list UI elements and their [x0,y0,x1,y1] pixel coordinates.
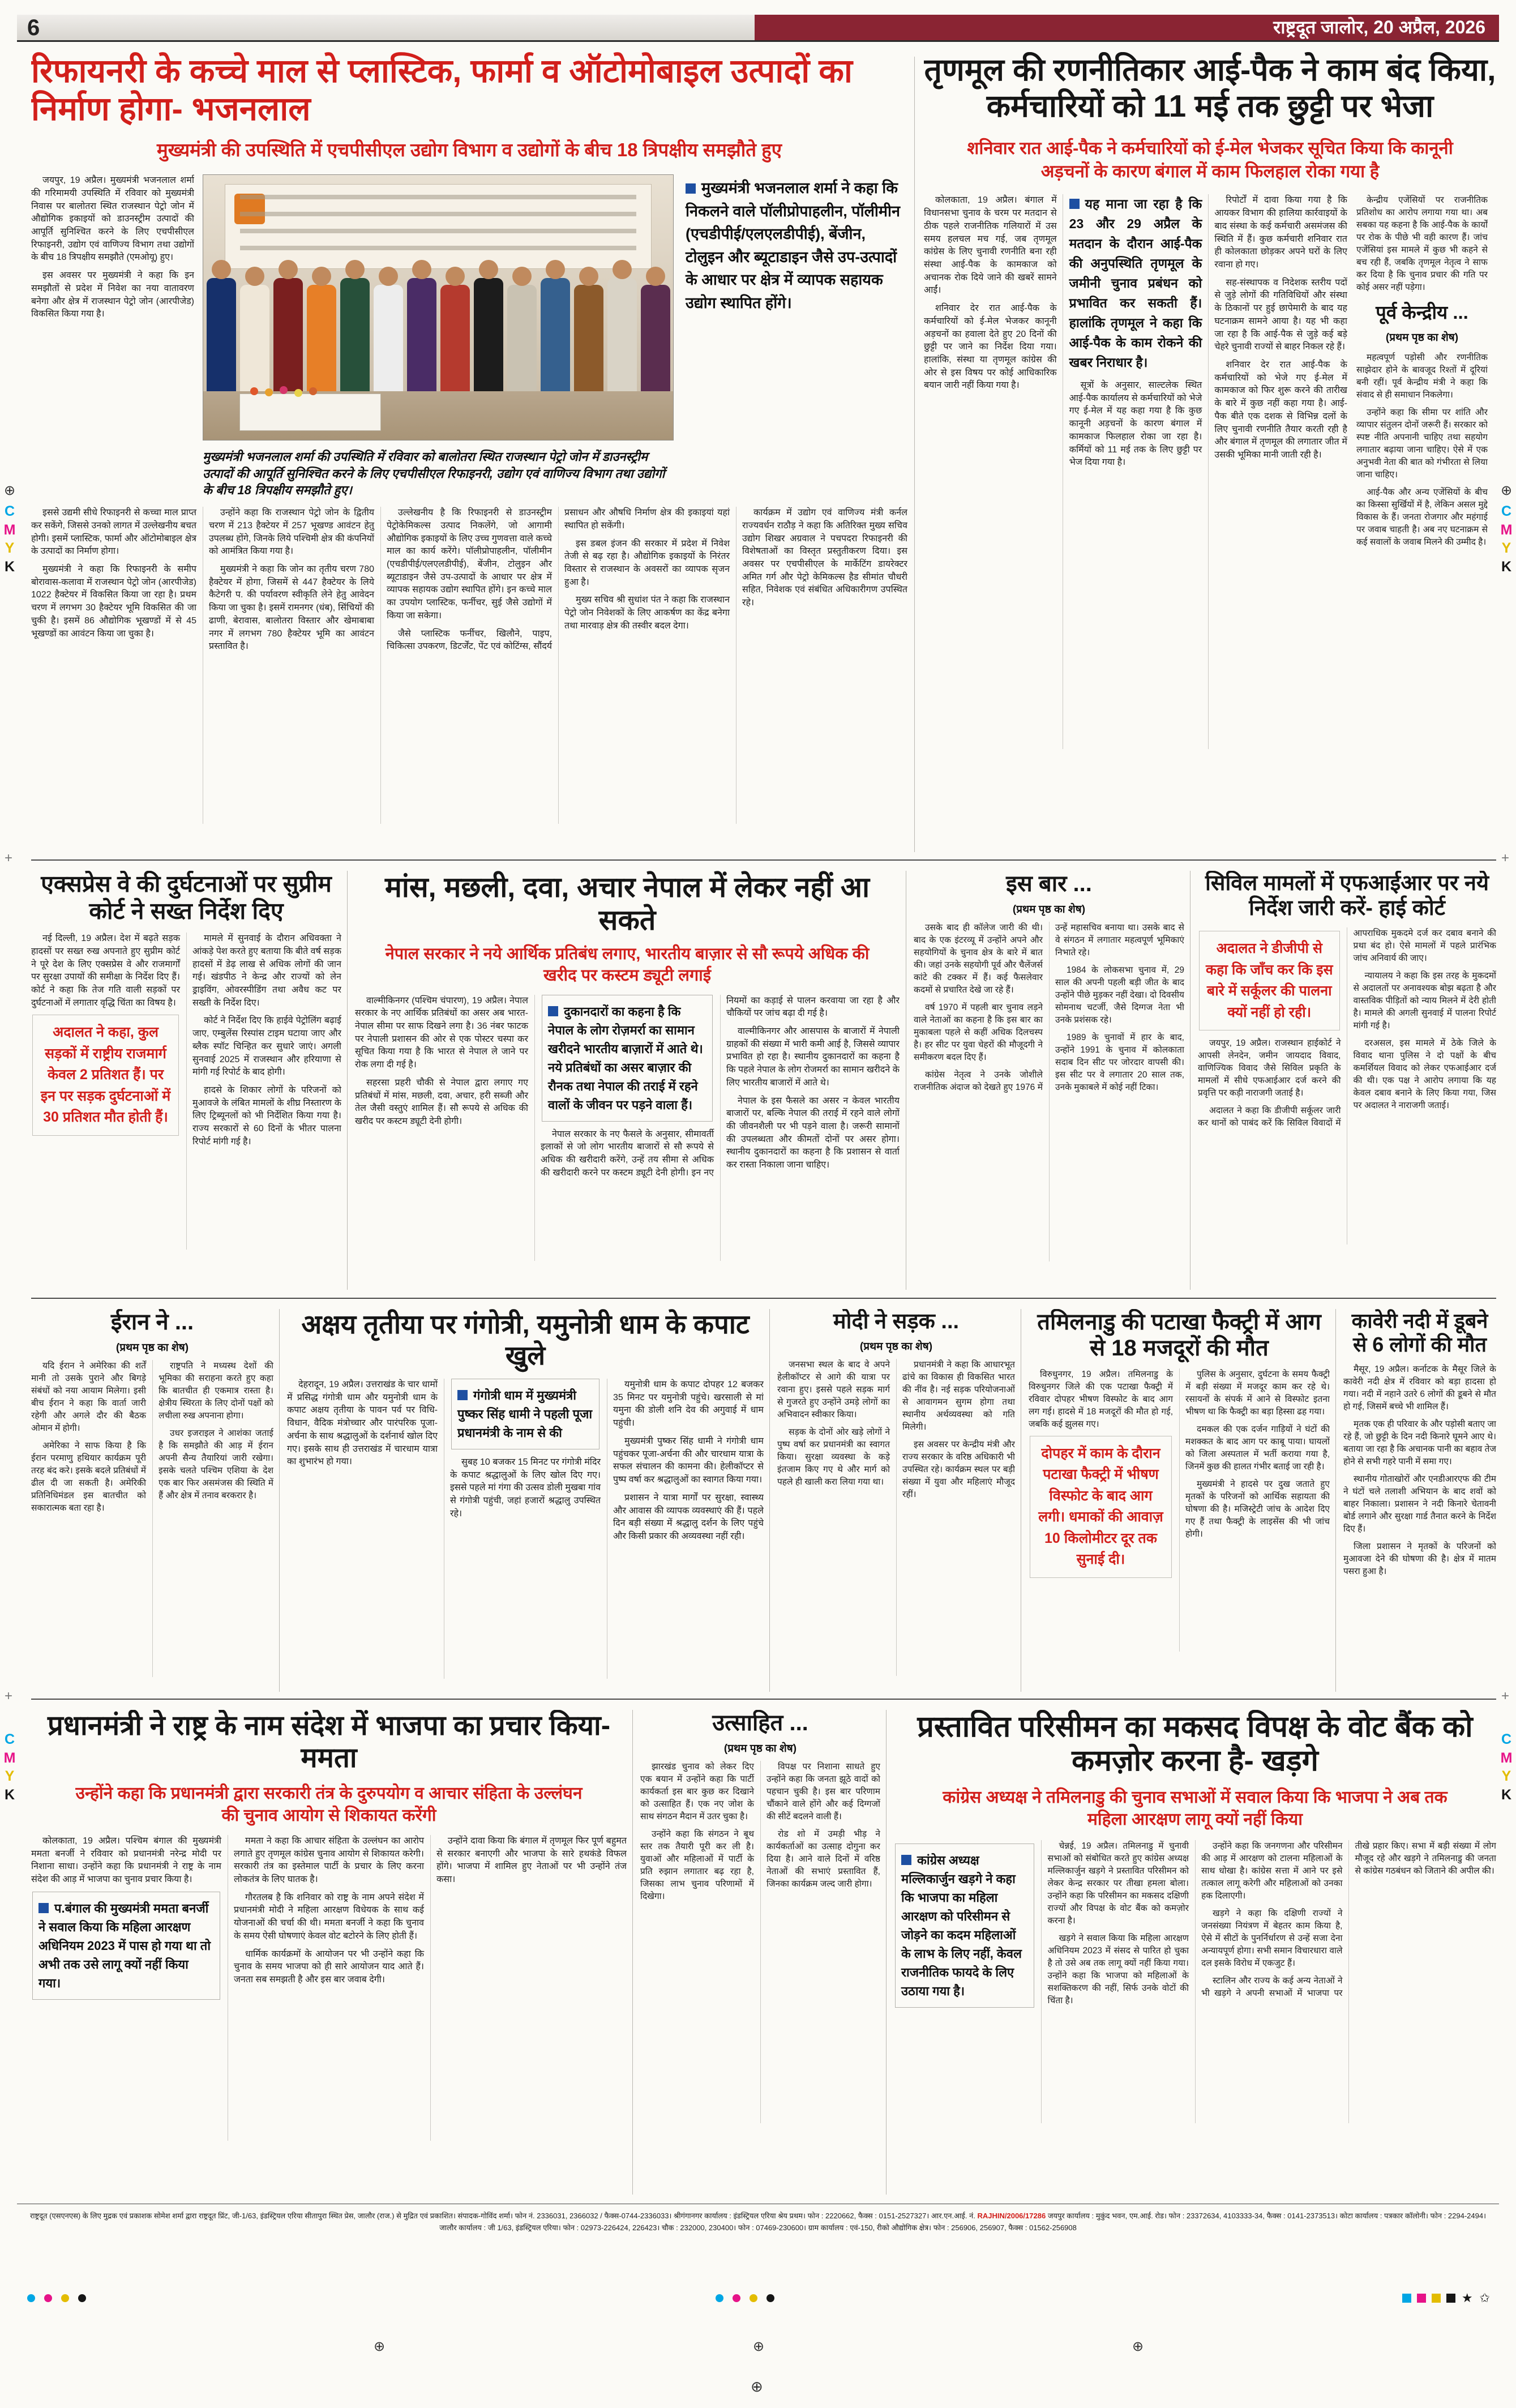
column-divider [1335,1309,1336,1692]
gangotri-headline: अक्षय तृतीया पर गंगोत्री, यमुनोत्री धाम के कपाट खुले [301,1309,750,1370]
highlight-bullet-icon [1069,199,1080,209]
imprint-line-2: जालौर कार्यालय : जी 1/63, इंडस्ट्रियल एरिया। फोन : 02973-226424, 226423। चौक : 232000, 230400। फोन : 07469-230600। ग्राम कार्यालय : एवं-150, रीको औद्योगिक क्षेत्र। फोन : 256906, 256907, फैक्स : 01562-256908 [439,2223,1077,2232]
nepal-body-pre [355,995,528,1128]
magenta-square-icon [1417,2294,1426,2303]
magenta-dot-icon [733,2294,740,2302]
rni-number: RAJHIN/2006/17286 [977,2212,1046,2220]
mamata-body [31,1835,627,2141]
column-divider [347,871,348,1290]
black-dot-icon [766,2294,774,2302]
article-paragraph: वाल्मीकिनगर (पश्चिम चंपारण), 19 अप्रैल। नेपाल सरकार के नए आर्थिक प्रतिबंधों का असर अब भारत-नेपाल सीमा पर साफ दिखने लगा है। 36 नंबर फाटक पर नेपाली प्रशासन की ओर से एक पोस्टर चस्पा कर सूचित किया गया है कि भारत से नेपाल ले जाने पर रोक लगा दी गई है। [355,995,528,1070]
article-paragraph: 1984 के लोकसभा चुनाव में, 29 साल की अपनी पहली बड़ी जीत के बाद उन्होंने पीछे मुड़कर नहीं देखा। दो दिवसीय सोमनाथ चटर्जी, जैसे दिग्गज नेता भी उनके प्रशंसक रहे। [1055,965,1184,1025]
article-paragraph: उन्होंने दावा किया कि बंगाल में तृणमूल फिर पूर्ण बहुमत से सरकार बनाएगी और भाजपा के सारे हथकंडे विफल होंगे। भाजपा में शामिल हुए नेताओं पर भी उन्होंने तंज कसा। [436,1836,627,1884]
refinery-lead-row [31,174,907,440]
utsahit-kicker: (प्रथम पृष्ठ का शेष) [723,1743,797,1755]
story-mamata [31,1710,627,2199]
ipac-body-pre [924,194,1057,392]
article-paragraph: रिपोर्टों में दावा किया गया है कि आयकर विभाग की हालिया कार्रवाइयों के बाद संस्था के कई कर्मचारी असमंजस की स्थिति में हैं। कुछ कर्मचारी शनिवार रात ही कोलकाता छोड़कर अपने घरों के लिए रवाना हो गए। [1214,195,1347,270]
khadge-quote-text: कांग्रेस अध्यक्ष मल्लिकार्जुन खड़गे ने कहा कि भाजपा का महिला आरक्षण को परिसीमन से जोड़ने का कदम महिलाओं के लाभ के लिए नहीं, केवल राजनीतिक फायदे के लिए उठाया गया है। [901,1853,1022,1998]
cyan-dot-icon [27,2294,35,2302]
article-paragraph: विपक्ष पर निशाना साधते हुए उन्होंने कहा कि जनता झूठे वादों को पहचान चुकी है। इस बार परिणाम चौंकाने वाले होंगे और कई दिग्गजों की सीटें बदलने वाली हैं। [766,1762,880,1822]
cyan-letter: C [1501,1731,1512,1747]
registration-mark-icon: ⊕ [1500,483,1513,498]
kaveri-headline: कावेरी नदी में डूबने से 6 लोगों की मौत [1351,1309,1488,1356]
mamata-body-pre [31,1835,221,1887]
gangotri-body [287,1379,764,1679]
photo-person-figure [440,285,470,391]
article-paragraph: प्रधानमंत्री ने कहा कि आधारभूत ढांचे का विकास ही विकसित भारत की नींव है। नई सड़क परियोजनाओं से आवागमन सुगम होगा तथा स्थानीय अर्थव्यवस्था को गति मिलेगी। [902,1360,1015,1432]
black-square-icon [1446,2294,1455,2303]
cyan-square-icon [1402,2294,1411,2303]
registration-mark-icon: ⊕ [374,2339,386,2354]
refinery-subheadline: मुख्यमंत्री की उपस्थिति में एचपीसीएल उद्योग विभाग व उद्योगों के बीच 18 त्रिपक्षीय समझौते हुए [156,139,782,160]
article-paragraph: ममता ने कहा कि आचार संहिता के उल्लंघन का आरोप लगाते हुए तृणमूल कांग्रेस चुनाव आयोग से शिकायत करेगी। सरकारी तंत्र का इस्तेमाल पार्टी के प्रचार के लिए करना लोकतंत्र के लिए घातक है। [234,1836,424,1884]
modi-sadak-headline: मोदी ने सड़क ... [833,1310,960,1333]
article-paragraph: सहरसा प्रहरी चौकी से नेपाल द्वारा लगाए गए प्रतिबंधों में मांस, मछली, दवा, अचार, हरी सब्जी और तेल जैसी वस्तुएं शामिल हैं। सौ रूपये से अधिक की खरीद पर कस्टम ड्यूटी देनी होगी। [355,1077,528,1126]
cmyk-strip-left-bottom [2,1730,17,1804]
expressway-body [31,933,341,1250]
article-paragraph: खड़गे ने कहा कि दक्षिणी राज्यों ने जनसंख्या नियंत्रण में बेहतर काम किया है, ऐसे में सीटों के पुनर्निर्धारण से उन्हें सजा देना अन्यायपूर्ण होगा। सभी समान विचारधारा वाले दल इसके विरोध में एकजुट हैं। [1201,1908,1343,1968]
photo-person-figure [507,285,537,391]
column-divider [769,1309,770,1692]
yellow-letter: Y [5,1768,15,1784]
black-dot-icon [78,2294,86,2302]
cyan-letter: C [4,503,15,519]
photo-person-figure [273,278,303,391]
article-paragraph: कोलकाता, 19 अप्रैल। बंगाल में विधानसभा चुनाव के चरम पर मतदान से ठीक पहले राजनीतिक गलियारों में उस समय हलचल मच गई, जब तृणमूल कांग्रेस के लिए चुनावी रणनीति बना रही संस्था आई-पैक के कामकाज को अचानक रोक दिये जाने की खबरें सामने आईं। [924,195,1057,296]
kaveri-body [1343,1363,1496,1658]
firecracker-quote-box: दोपहर में काम के दौरान पटाखा फैक्ट्री में भीषण विस्फोट के बाद आग लगी। धमाकों की आवाज़ 10 किलोमीटर दूर तक सुनाई दी। [1030,1436,1172,1578]
article-paragraph: गौरतलब है कि शनिवार को राष्ट्र के नाम अपने संदेश में प्रधानमंत्री मोदी ने महिला आरक्षण विधेयक के साथ कई योजनाओं की चर्चा की थी। ममता बनर्जी ने कहा कि चुनाव के समय ऐसी घोषणाएं केवल वोट बटोरने के लिए होती हैं। [234,1892,424,1941]
gangotri-quote-text: गंगोत्री धाम में मुख्यमंत्री पुष्कर सिंह धामी ने पहली पूजा प्रधानमंत्री के नाम से की [457,1388,593,1440]
article-paragraph: जयपुर, 19 अप्रैल। मुख्यमंत्री भजनलाल शर्मा की गरिमामयी उपस्थिति में रविवार को मुख्यमंत्री निवास पर बालोतरा स्थित राजस्थान पेट्रो जोन में औद्योगिक इकाइयों को डाउनस्ट्रीम उत्पादों की आपूर्ति सुनिश्चित करने के लिए एचपीसीएल रिफाइनरी, उद्योग एवं वाणिज्य विभाग तथा उद्योगों के बीच 18 त्रिपक्षीय समझौते (एमओयू) हुए। [31,176,194,263]
article-paragraph: स्टालिन और राज्य के कई अन्य नेताओं ने भी खड़गे ने अपनी सभाओं में भाजपा पर तीखे प्रहार किए। सभा में बड़ी संख्या में लोग मौजूद रहे और खड़गे ने तमिलनाडु की जनता से कांग्रेस गठबंधन को जिताने की अपील की। [1201,1841,1496,1998]
color-squares-right [1399,2291,1493,2306]
article-paragraph: मुख्यमंत्री ने कहा कि रिफाइनरी के समीप बोरावास-कलावा में राजस्थान पेट्रो जोन (आरपीजेड) 1022 हैक्टेयर में विकसित किया जा रहा है। प्रथम चरण में लगभग 30 हैक्टेयर भूमि विकसित की जा चुकी है। इसमें 86 औद्योगिक भूखण्डों में से 45 भूखण्डों का आवंटन किया जा चुका है। [31,564,196,639]
article-paragraph: शनिवार देर रात आई-पैक के कर्मचारियों को ई-मेल भेजकर कानूनी अड़चनों का हवाला देते हुए 20 दिनों की छुट्टी पर जाने का निर्देश दिया गया। हालांकि, संस्था या तृणमूल कांग्रेस की ओर से इस विषय पर कोई आधिकारिक बयान जारी नहीं किया गया है। [924,303,1057,391]
ipac-body [924,194,1347,749]
registration-mark-icon: ⊕ [753,2339,765,2354]
expressway-body-post [192,933,341,1149]
iran-kicker: (प्रथम पृष्ठ का शेष) [115,1342,189,1354]
article-paragraph: चेन्नई, 19 अप्रैल। तमिलनाडु में चुनावी सभाओं को संबोधित करते हुए कांग्रेस अध्यक्ष मल्लिकार्जुन खड़गे ने प्रस्तावित परिसीमन को लेकर केन्द्र सरकार पर तीखा हमला बोला। उन्होंने कहा कि परिसीमन का मकसद दक्षिणी राज्यों और विपक्ष के वोट बैंक को कमज़ोर करना है। [1047,1841,1189,1926]
yellow-dot-icon [61,2294,69,2302]
ipac-subheadline: शनिवार रात आई-पैक ने कर्मचारियों को ई-मेल भेजकर सूचित किया कि कानूनी अड़चनों के कारण बंगाल में काम फिलहाल रोका गया है [967,138,1453,181]
photo-caption: मुख्यमंत्री भजनलाल शर्मा की उपस्थिति में रविवार को बालोतरा स्थित राजस्थान पेट्रो जोन में डाउनस्ट्रीम उत्पादों की आपूर्ति सुनिश्चित करने के लिए एचपीसीएल रिफाइनरी, उद्योग एवं वाणिज्य विभाग तथा उद्योगों के बीच 18 त्रिपक्षीय समझौते हुए। [203,450,665,498]
firecracker-body-pre [1029,1368,1173,1431]
page-header [17,15,1499,42]
article-paragraph: इससे उद्यमी सीधे रिफाइनरी से कच्चा माल प्राप्त कर सकेंगे, जिससे उनको लागत में उल्लेखनीय बचत होगी। इसमें प्लास्टिक, फार्मा और ऑटोमोबाइल क्षेत्र के उत्पादों का निर्माण होगा। [31,508,196,557]
civil-fir-quote-box: अदालत ने डीजीपी से कहा कि जाँच कर कि इस बारे में सर्कूलर की पालना क्यों नहीं हो रही। [1199,931,1340,1030]
article-paragraph: इस अवसर पर केन्द्रीय मंत्री और राज्य सरकार के वरिष्ठ अधिकारी भी उपस्थित रहे। कार्यक्रम स्थल पर बड़ी संख्या में युवा और महिलाएं मौजूद रहीं। [902,1440,1015,1500]
article-paragraph: नेपाल सरकार के नए फैसले के अनुसार, सीमावर्ती इलाकों से जो लोग भारतीय बाजारों से सौ रूपये से अधिक की खरीदारी करेंगे, उन्हें तय सीमा से अधिक की खरीदारी करने पर कस्टम ड्यूटी देनी होगी। इन नए नियमों का कड़ाई से पालन करवाया जा रहा है और चौकियों पर जांच बढ़ा दी गई है। [541,995,900,1178]
ipac-headline: तृणमूल की रणनीतिकार आई-पैक ने काम बंद किया, कर्मचारियों को 11 मई तक छुट्टी पर भेजा [924,52,1496,123]
civil-fir-body [1198,927,1496,1244]
photo-person-figure [607,278,637,391]
mamata-subheadline: उन्होंने कहा कि प्रधानमंत्री द्वारा सरकारी तंत्र के दुरुपयोग व आचार संहिता के उल्लंघन की चुनाव आयोग से शिकायत करेंगी [75,1783,583,1825]
article-paragraph: विरुधुनगर, 19 अप्रैल। तमिलनाडु के विरुधुनगर जिले की एक पटाखा फैक्ट्री में रविवार दोपहर भीषण विस्फोट के बाद आग लग गई। हादसे में 18 मजदूरों की मौत हो गई, जबकि कई झुलस गए। [1029,1369,1173,1429]
article-paragraph: इस अवसर पर मुख्यमंत्री ने कहा कि इन समझौतों से प्रदेश में निवेश का नया वातावरण बनेगा और क्षेत्र में राजस्थान पेट्रो जोन (आरपीजेड) विकसित किया गया है। [31,271,194,319]
purva-lead-in [1356,194,1488,294]
article-paragraph: उन्होंने कहा कि राजस्थान पेट्रो जोन के द्वितीय चरण में 213 हैक्टेयर में 257 भूखण्ड आवंटन हेतु उपलब्ध होंगे, जिनके लिये पश्चिमी क्षेत्र की कंपनियों को आमंत्रित किया गया है। [209,508,374,557]
photo-person-figure [641,285,670,391]
article-paragraph: उन्होंने कहा कि सीमा पर शांति और व्यापार संतुलन दोनों जरूरी हैं। सरकार को स्पष्ट नीति अपनानी चाहिए तथा सहयोग लगातार बढ़ाया जाना चाहिए। ऐसे में एक अनुभवी नेता की बात को गंभीरता से लिया जाना चाहिए। [1356,408,1488,480]
black-letter: K [1501,558,1512,575]
article-paragraph: राष्ट्रपति ने मध्यस्थ देशों की भूमिका की सराहना करते हुए कहा कि बातचीत ही एकमात्र रास्ता है। क्षेत्रीय स्थिरता के लिए दोनों पक्षों को लचीला रुख अपनाना होगा। [159,1361,273,1421]
cmyk-strip-left-top [2,482,17,576]
article-paragraph: रोड शो में उमड़ी भीड़ ने कार्यकर्ताओं का उत्साह दोगुना कर दिया है। आने वाले दिनों में वरिष्ठ नेताओं की सभाएं प्रस्तावित हैं, जिनका कार्यक्रम जल्द जारी होगा। [766,1829,880,1889]
article-paragraph: उन्होंने कहा कि जनगणना और परिसीमन की आड़ में आरक्षण को टालना महिलाओं के साथ धोखा है। कांग्रेस सत्ता में आने पर इसे तत्काल लागू करेगी और महिलाओं को उनका हक दिलाएगी। [1201,1841,1343,1901]
article-paragraph: उधर इजराइल ने आशंका जताई है कि समझौते की आड़ में ईरान अपनी सैन्य तैयारियां जारी रखेगा। इसके चलते पश्चिम एशिया के देश एक बार फिर असमंजस की स्थिति में हैं और क्षेत्र में तनाव बरकरार है। [159,1428,273,1501]
black-letter: K [1501,1786,1512,1803]
story-modi-sadak [777,1309,1015,1695]
khadge-body [894,1840,1496,2123]
article-paragraph: नई दिल्ली, 19 अप्रैल। देश में बढ़ते सड़क हादसों पर सख्त रुख अपनाते हुए सुप्रीम कोर्ट ने पूरे देश के लिए एक्सप्रेस वे और राजमार्गों पर सुरक्षा उपायों की समीक्षा के निर्देश दिए हैं। कोर्ट ने कहा कि तेज गति वाली सड़कों पर दुर्घटनाओं में लगातार वृद्धि चिंता का विषय है। [31,934,180,1008]
photo-person-figure [574,285,603,391]
star-icon: ★ [1461,2291,1473,2305]
photo-person-figure [307,285,336,391]
article-paragraph: उसके बाद ही कॉलेज जारी की थी। बाद के एक इंटरव्यू में उन्होंने अपने और सहयोगियों के चुनाव क्षेत्र के बारे में बात की। जहां उनके सहयोगी पूर्व और चैलेंजर्स कांटे की टक्कर में हैं। कई फैसलेवार कदमों से प्रचारित देखे जा रहे हैं। [914,923,1043,995]
registration-mark-icon: ⊕ [1132,2339,1144,2354]
modi-sadak-kicker: (प्रथम पृष्ठ का शेष) [859,1341,933,1353]
refinery-highlight-text: मुख्यमंत्री भजनलाल शर्मा ने कहा कि निकलने वाले पॉलीप्रोपाहलीन, पॉलीमीन (एचडीपीई/एलएलडीपीई), बेंजीन, टोलुइन और ब्यूटाडाइन जैसे उप-उत्पादों के आधार पर क्षेत्र में व्यापक सहायक उद्योग स्थापित होंगे। [686,179,901,311]
print-marks-row [23,2291,1493,2306]
khadge-subheadline: कांग्रेस अध्यक्ष ने तमिलनाडु की चुनाव सभाओं में सवाल किया कि भाजपा ने अब तक महिला आरक्षण लागू क्यों नहीं किया [943,1787,1448,1829]
article-paragraph: हादसे के शिकार लोगों के परिजनों को मुआवजे के लंबित मामलों के शीघ्र निस्तारण के लिए ट्रिब्यूनलों को भी निर्देशित किया गया है। राज्य सरकारों से 60 दिनों के भीतर पालना रिपोर्ट मांगी गई है। [192,1085,341,1147]
story-kaveri [1343,1309,1496,1695]
story-refinery [31,52,907,857]
story-purva-kendriya [1356,194,1488,749]
iran-body [31,1360,273,1677]
photo-person-figure [207,278,236,391]
is-baar-body [914,922,1184,1261]
article-paragraph: उल्लेखनीय है कि रिफाइनरी से डाउनस्ट्रीम पेट्रोकेमिकल्स उत्पाद निकलेंगे, जो आगामी औद्योगिक इकाइयों के लिए उच्च गुणवत्ता वाले कच्चे माल का कार्य करेंगे। पॉलीप्रोपाहलीन, पॉलीमीन (एचडीपीई/एलएलडीपीई), बेंजीन, टोलुइन और ब्यूटाडाइन जैसे उप-उत्पादों के आधार पर क्षेत्र में व्यापक सहायक उद्योग स्थापित होंगे। इन कच्चे माल का उपयोग प्लास्टिक, फर्नीचर, सुई जैसे उद्योगों में किया जा सकेगा। [387,508,552,621]
story-firecracker-factory [1029,1309,1330,1695]
cyan-dot-icon [716,2294,723,2302]
expressway-quote-box: अदालत ने कहा, कुल सड़कों में राष्ट्रीय राजमार्ग केवल 2 प्रतिशत हैं। पर इन पर सड़क दुर्घटनाओं में 30 प्रतिशत मौत होती हैं। [32,1015,179,1136]
is-baar-headline: इस बार ... [1006,871,1092,896]
ipac-highlight-text: यह माना जा रहा है कि 23 और 29 अप्रैल के मतदान के दौरान आई-पैक की अनुपस्थिति तृणमूल के जमीनी चुनाव प्रबंधन को प्रभावित कर सकती हैं। हालांकि तृणमूल ने कहा कि आई-पैक के काम रोकने की खबर निराधार है। [1069,196,1202,370]
iran-headline: ईरान ने ... [110,1310,194,1335]
photo-people [212,260,664,391]
column-divider [279,1309,280,1692]
imprint-text: जयपुर कार्यालय : मुकुंद भवन, एम.आई. रोड। फोन : 23372634, 4103333-34, फैक्स : 0141-2373513। कोटा कार्यालय : पत्रकार कॉलोनी। फोन : 2294-2494। [1047,2212,1487,2220]
yellow-letter: Y [1501,540,1511,556]
magenta-letter: M [1500,521,1513,538]
section-divider [31,1699,1496,1700]
article-paragraph: अमेरिका ने साफ किया है कि ईरान परमाणु हथियार कार्यक्रम पूरी तरह बंद करे। इसके बदले प्रतिबंधों में ढील दी जा सकती है। अमेरिकी प्रतिनिधिमंडल इस बातचीत को सकारात्मक बता रहा है। [31,1441,146,1513]
article-paragraph: पुलिस के अनुसार, दुर्घटना के समय फैक्ट्री में बड़ी संख्या में मजदूर काम कर रहे थे। रसायनों के संपर्क में आने से विस्फोट इतना भीषण था कि फैक्ट्री का बड़ा हिस्सा ढह गया। [1185,1369,1330,1417]
refinery-body [31,507,907,824]
photo-person-figure [240,285,269,391]
article-paragraph: स्थानीय गोताखोरों और एनडीआरएफ की टीम ने घंटों चले तलाशी अभियान के बाद शवों को बाहर निकाला। प्रशासन ने नदी किनारे चेतावनी बोर्ड लगाने और सुरक्षा गार्ड तैनात करने के निर्देश दिए हैं। [1343,1474,1496,1534]
article-paragraph: जैसे प्लास्टिक फर्नीचर, खिलौने, पाइप, चिकित्सा उपकरण, डिटर्जेंट, पेंट एवं कोटिंग्स, सौंदर्य प्रसाधन और औषधि निर्माण क्षेत्र की इकाइयां यहां स्थापित हो सकेंगी। [387,508,730,652]
article-paragraph: मामले में सुनवाई के दौरान अधिवक्ता ने आंकड़े पेश करते हुए बताया कि बीते वर्ष सड़क हादसों में डेढ़ लाख से अधिक लोगों की जान गई। खंडपीठ ने केन्द्र और राज्यों को लेन ड्राइविंग, ओवरस्पीडिंग तथा अवैध कट पर सख्ती के निर्देश दिए। [192,934,341,1008]
article-paragraph: जिला प्रशासन ने मृतकों के परिजनों को मुआवजा देने की घोषणा की है। क्षेत्र में मातम पसरा हुआ है। [1343,1541,1496,1576]
story-khadge [894,1710,1496,2199]
highlight-bullet-icon [548,1006,558,1016]
photo-person-figure [374,285,403,391]
purva-headline: पूर्व केन्द्रीय ... [1376,302,1468,323]
mamata-headline: प्रधानमंत्री ने राष्ट्र के नाम संदेश में भाजपा का प्रचार किया- ममता [47,1710,611,1773]
expressway-headline: एक्सप्रेस वे की दुर्घटनाओं पर सुप्रीम कोर्ट ने सख्त निर्देश दिए [41,871,332,924]
expressway-body-pre [31,933,180,1010]
article-paragraph: जनसभा स्थल के बाद वे अपने हेलीकॉप्टर से आगे की यात्रा पर रवाना हुए। इससे पहले सड़क मार्ग से गुजरते हुए उन्होंने उमड़े लोगों का अभिवादन स्वीकार किया। [777,1360,890,1420]
yellow-dot-icon [750,2294,757,2302]
purva-body [1356,352,1488,549]
nepal-quote-text: दुकानदारों का कहना है कि नेपाल के लोग रोज़मर्रा का सामान खरीदने भारतीय बाज़ारों में आते थे। नये प्रतिबंधों का असर बाज़ार की रौनक तथा नेपाल की तराई में रहने वालों के जीवन पर पड़ने वाला हैं। [548,1004,703,1112]
cyan-letter: C [4,1731,15,1747]
modi-sadak-body [777,1359,1015,1676]
article-paragraph: उन्होंने कहा कि संगठन ने बूथ स्तर तक तैयारी पूरी कर ली है। युवाओं और महिलाओं में पार्टी के प्रति रुझान लगातार बढ़ रहा है, जिसका लाभ चुनाव परिणामों में दिखेगा। [640,1829,754,1902]
story-gangotri [287,1309,764,1695]
article-paragraph: नेपाल के इस फैसले का असर न केवल भारतीय बाजारों पर, बल्कि नेपाल की तराई में रहने वाले लोगों की जीवनशैली पर भी पड़ने वाला है। जरूरी सामानों की उपलब्धता और कीमतों दोनों पर असर होगा। स्थानीय दुकानदारों का कहना है कि प्रशासन से वार्ता कर रास्ता निकाला जाना चाहिए। [726,1096,900,1170]
story-utsahit [640,1710,880,2199]
article-paragraph: यमुनोत्री धाम के कपाट दोपहर 12 बजकर 35 मिनट पर यमुनोत्री पहुंचे। खरसाली से मां यमुना की डोली शनि देव की अगुवाई में धाम पहुंची। [613,1380,764,1428]
khadge-quote-box [895,1844,1034,2008]
article-paragraph: वाल्मीकिनगर और आसपास के बाजारों में नेपाली ग्राहकों की संख्या में भारी कमी आई है, जिससे व्यापार प्रभावित हो रहा है। स्थानीय दुकानदारों का कहना है कि पहले नेपाल के लोग रोजमर्रा का सामान खरीदने के लिए भारतीय बाजारों में आते थे। [726,1026,900,1088]
story-iran [31,1309,273,1695]
imprint [23,2210,1493,2234]
story-expressway [31,871,341,1294]
refinery-highlight-box [682,174,907,440]
article-paragraph: मृतक एक ही परिवार के और पड़ोसी बताए जा रहे हैं, जो छुट्टी के दिन नदी किनारे घूमने आए थे। बताया जा रहा है कि अचानक पानी का बहाव तेज होने से सभी गहरे पानी में समा गए। [1343,1419,1496,1466]
firecracker-headline: तमिलनाडु की पटाखा फैक्ट्री में आग से 18 मजदूरों की मौत [1037,1310,1321,1361]
color-dots-left [23,2294,91,2302]
photo-person-figure [474,278,503,391]
magenta-letter: M [3,521,16,538]
mamata-body-post [234,1835,627,2000]
registration-mark-icon: ⊕ [3,483,16,498]
article-paragraph: कार्यक्रम में उद्योग एवं वाणिज्य मंत्री कर्नल राज्यवर्धन राठौड़ ने कहा कि अतिरिक्त मुख्य सचिव उद्योग शिखर अग्रवाल ने पचपदरा रिफाइनरी की विशेषताओं का विस्तृत प्रस्तुतीकरण दिया। इस अवसर पर एचपीसीएल के मार्केटिंग डायरेक्टर अमित गर्ग और पेट्रो केमिकल्स हैड सीमांत चौधरी सहित, निवेशक एवं संबंधित अधिकारीगण उपस्थित रहे। [742,508,907,608]
ipac-body-row [924,194,1496,749]
article-paragraph: इस डबल इंजन की सरकार में प्रदेश में निवेश तेजी से बढ़ रहा है। औद्योगिक इकाइयों के निरंतर विस्तार से राजस्थान के अवसरों का व्यापक सृजन हुआ है। [564,538,730,587]
masthead: राष्ट्रदूत जालोर, 20 अप्रैल, 2026 [755,15,1499,40]
black-letter: K [4,1786,15,1803]
article-paragraph: मुख्यमंत्री ने हादसे पर दुख जताते हुए मृतकों के परिजनों को आर्थिक सहायता की घोषणा की है। मजिस्ट्रेटी जांच के आदेश दिए गए हैं तथा फैक्ट्री के लाइसेंस की भी जांच होगी। [1185,1479,1330,1539]
article-paragraph: दमकल की एक दर्जन गाड़ियों ने घंटों की मशक्कत के बाद आग पर काबू पाया। घायलों को जिला अस्पताल में भर्ती कराया गया है, जिनमें कुछ की हालत गंभीर बताई जा रही है। [1185,1424,1330,1472]
photo-person-figure [407,278,436,391]
mamata-quote-text: प.बंगाल की मुख्यमंत्री ममता बनर्जी ने सवाल किया कि महिला आरक्षण अधिनियम 2023 में पास हो गया था तो अभी तक उसे लागू क्यों नहीं किया गया। [38,1901,211,1990]
highlight-bullet-icon [901,1855,911,1865]
story-civil-fir [1198,871,1496,1294]
khadge-body-pre [1048,1840,1189,1927]
article-paragraph: प्रशासन ने यात्रा मार्गों पर सुरक्षा, स्वास्थ्य और आवास की व्यापक व्यवस्थाएं की हैं। पहले दिन बड़ी संख्या में श्रद्धालु दर्शन के लिए पहुंचे और किसी प्रकार की अव्यवस्था नहीं रही। [613,1492,764,1541]
registration-mark-icon: ⊕ [751,2378,763,2395]
article-paragraph: सह-संस्थापक व निदेशक स्तरीय पदों से जुड़े लोगों की गतिविधियों और संस्था के ठिकानों पर हुई छापेमारी के बाद यह घटनाक्रम सामने आया है। यह भी कहा जा रहा है कि आई-पैक से जुड़े कई बड़े चेहरे चुनावी राज्यों से बाहर निकल रहे हैं। [1214,277,1347,352]
refinery-lead-column [31,174,194,440]
ipac-highlight-box [1069,194,1202,373]
firecracker-body [1029,1368,1330,1652]
utsahit-headline: उत्साहित ... [712,1710,808,1735]
article-paragraph: महत्वपूर्ण पड़ोसी और रणनीतिक साझेदार होने के बावजूद रिश्तों में दूरियां बनी रहीं। पूर्व केन्द्रीय मंत्री ने कहा कि संवाद से ही समाधान निकलेगा। [1356,353,1488,400]
magenta-letter: M [3,1750,16,1766]
cyan-letter: C [1501,503,1512,519]
nepal-headline: मांस, मछली, दवा, अचार नेपाल में लेकर नहीं आ सकते [385,871,870,936]
article-paragraph: अदालत ने कहा कि डीजीपी सर्कूलर जारी कर थानों को पाबंद करें कि सिविल विवादों में आपराधिक मुकदमे दर्ज कर दबाव बनाने की प्रथा बंद हो। ऐसे मामलों में पहले प्रारंभिक जांच अनिवार्य की जाए। [1198,929,1496,1128]
nepal-subheadline: नेपाल सरकार ने नये आर्थिक प्रतिबंध लगाए, भारतीय बाज़ार से सौ रूपये अधिक की खरीद पर कस्टम ड्यूटी लगाई [385,945,870,985]
article-paragraph: कांग्रेस नेतृत्व ने उनके जोशीले राजनीतिक अंदाज को देखते हुए 1976 में उन्हें महासचिव बनाया था। उसके बाद से वे संगठन में लगातार महत्वपूर्ण भूमिकाएं निभाते रहे। [914,923,1184,1093]
article-paragraph: सूत्रों के अनुसार, साल्टलेक स्थित आई-पैक कार्यालय से कर्मचारियों को भेजे गए ई-मेल में यह कहा गया है कि कुछ कानूनी अड़चनों के कारण बंगाल में कामकाज फिलहाल रोका जा रहा है। कर्मियों को 11 मई तक के लिए छुट्टी पर भेज दिया गया है। [1069,380,1202,468]
story-ipac [924,52,1496,857]
photo-desk [239,394,381,431]
article-paragraph: न्यायालय ने कहा कि इस तरह के मुकदमों से अदालतों पर अनावश्यक बोझ बढ़ता है और वास्तविक पीड़ितों को न्याय मिलने में देरी होती है। मामले की अगली सुनवाई में पालना रिपोर्ट मांगी गई है। [1353,971,1496,1031]
gangotri-body-pre [287,1379,438,1469]
page-number: 6 [27,15,40,40]
crop-mark-icon: + [1501,1688,1510,1704]
article-paragraph: केन्द्रीय एजेंसियों पर राजनीतिक प्रतिशोध का आरोप लगाया गया था। अब सबका यह कहना है कि आई-पैक के कार्यों पर रोक के पीछे भी वही कारण हैं। जांच एजेंसियां इस मामले में कुछ भी कहने से बच रही हैं, जबकि तृणमूल नेतृत्व ने साफ कर दिया है कि चुनाव प्रचार की गति पर कोई असर नहीं पड़ेगा। [1356,195,1488,293]
story-nepal [355,871,900,1294]
crop-mark-icon: + [1501,850,1510,866]
column-divider [914,57,915,852]
highlight-bullet-icon [686,183,696,194]
imprint-line-1 [23,2210,1493,2222]
color-dots-center [711,2294,779,2302]
section-divider [31,1298,1496,1299]
article-paragraph: दरअसल, इस मामले में ठेके जिले के विवाद थाना पुलिस ने दो पक्षों के बीच कमर्शियल विवाद को लेकर एफआईआर दर्ज की थी। एक पक्ष ने आरोप लगाया कि यह केवल दबाव बनाने के लिए किया गया, जिस पर अदालत ने नाराजगी जताई। [1353,1038,1496,1111]
article-paragraph: सुबह 10 बजकर 15 मिनट पर गंगोत्री मंदिर के कपाट श्रद्धालुओं के लिए खोल दिए गए। इससे पहले मां गंगा की उत्सव डोली मुखबा गांव से गंगोत्री पहुंची, जहां हजारों श्रद्धालु उपस्थित रहे। [450,1457,601,1519]
article-paragraph: शनिवार देर रात आई-पैक के कर्मचारियों को भेजे गए ई-मेल में कामकाज को फिर शुरू करने की तारीख के बारे में कुछ नहीं कहा गया है। आई-पैक बीते एक दशक से विभिन्न दलों के लिए चुनावी रणनीति तैयार करती रही है और बंगाल में तृणमूल की लगातार जीत में उसकी भूमिका मानी जाती रही है। [1214,360,1347,460]
article-paragraph: सड़क के दोनों ओर खड़े लोगों ने पुष्प वर्षा कर प्रधानमंत्री का स्वागत किया। सुरक्षा व्यवस्था के कड़े इंतजाम किए गए थे और मार्ग को पहले ही खाली करा लिया गया था। [777,1427,890,1487]
section-divider [31,859,1496,861]
purva-kicker: (प्रथम पृष्ठ का शेष) [1385,332,1459,344]
article-paragraph: मुख्यमंत्री पुष्कर सिंह धामी ने गंगोत्री धाम पहुंचकर पूजा-अर्चना की और चारधाम यात्रा के सफल संचालन की कामना की। हेलीकॉप्टर से पुष्प वर्षा कर श्रद्धालुओं का स्वागत किया गया। [613,1436,764,1485]
article-paragraph: वर्ष 1970 में पहली बार चुनाव लड़ने वाले नेताओं का कहना है कि इस बार का मुकाबला पहले से कहीं अधिक दिलचस्प है। हर सीट पर युवा चेहरों की मौजूदगी ने समीकरण बदल दिए हैं। [914,1003,1043,1063]
black-letter: K [4,558,15,575]
article-paragraph: मैसूर, 19 अप्रैल। कर्नाटक के मैसूर जिले के कावेरी नदी क्षेत्र में रविवार को बड़ा हादसा हो गया। नदी में नहाने उतरे 6 लोगों की डूबने से मौत हो गई, जिसमें बच्चे भी शामिल हैं। [1343,1364,1496,1412]
imprint-text: राष्ट्रदूत (एसएनएस) के लिए मुद्रक एवं प्रकाशक सोमेश शर्मा द्वारा राष्ट्रदूत प्रिंट, जी-1/63, इंडस्ट्रियल एरिया सीतापुरा स्थित प्रेस, जालौर (राज.) से मुद्रित एवं प्रकाशित। संपादक-गोविंद शर्मा। फोन नं. 2336031, 2366032 / फैक्स-0744-2336033। श्रीगंगानगर कार्यालय : इंडस्ट्रियल एरिया श्रेय प्रथम। फोन : 2220662, फैक्स : 0151-2527327। आर.एन.आई. नं. [29,2212,975,2220]
utsahit-body [640,1761,880,2123]
magenta-letter: M [1500,1750,1513,1766]
is-baar-kicker: (प्रथम पृष्ठ का शेष) [1012,904,1086,916]
civil-fir-headline: सिविल मामलों में एफआईआर पर नये निर्देश जारी करें- हाई कोर्ट [1205,871,1489,921]
photo-person-figure [541,278,570,391]
article-paragraph: कोर्ट ने निर्देश दिए कि हाईवे पेट्रोलिंग बढ़ाई जाए, एम्बुलेंस रिस्पांस टाइम घटाया जाए और ब्लैक स्पॉट चिन्हित कर सुधारे जाएं। अगली सुनवाई 2025 में राजस्थान और हरियाणा से मांगी गई रिपोर्ट के बाद होगी। [192,1016,341,1077]
refinery-headline: रिफायनरी के कच्चे माल से प्लास्टिक, फार्मा व ऑटोमोबाइल उत्पादों का निर्माण होगा- भजनलाल [31,53,853,128]
star-outline-icon: ✩ [1479,2291,1490,2305]
event-photo [203,174,674,440]
mamata-quote-box [32,1892,220,2000]
cmyk-strip-right-bottom [1499,1730,1514,1804]
highlight-bullet-icon [38,1903,49,1913]
firecracker-body-post [1185,1368,1330,1541]
yellow-letter: Y [5,540,15,556]
crop-mark-icon: + [5,850,13,866]
nepal-quote-box [542,995,713,1122]
nepal-body [355,995,900,1261]
highlight-bullet-icon [457,1390,468,1400]
photo-person-figure [340,278,370,391]
khadge-headline: प्रस्तावित परिसीमन का मकसद विपक्ष के वोट बैंक को कमज़ोर करना है- खड़गे [917,1710,1473,1778]
cmyk-strip-right-top [1499,482,1514,576]
crop-mark-icon: + [5,1688,13,1704]
article-paragraph: जयपुर, 19 अप्रैल। राजस्थान हाईकोर्ट ने आपसी लेनदेन, जमीन जायदाद विवाद, वाणिज्यिक विवाद जैसे सिविल प्रकृति के मामलों में सीधे एफआईआर दर्ज करने की प्रवृत्ति पर कड़ी नाराजगी जताई है। [1198,1038,1341,1098]
column-divider [632,1710,633,2195]
article-paragraph: यदि ईरान ने अमेरिका की शर्तें मानी तो उसके पुराने और बिगड़े संबंधों को नया आयाम मिलेगा। इसी बीच ईरान ने कहा कि वार्ता जारी रहेगी और अगले दौर की बैठक ओमान में होगी। [31,1361,146,1434]
article-paragraph: आई-पैक और अन्य एजेंसियों के बीच का किस्सा सुर्खियों में है, लेकिन असल मुद्दे विकास के हैं। जनता रोजगार और महंगाई पर जवाब चाहती है। अब नए घटनाक्रम से कई सवालों के जवाब मिलने की उम्मीद है। [1356,487,1488,548]
article-paragraph: मुख्यमंत्री ने कहा कि जोन का तृतीय चरण 780 हैक्टेयर में होगा, जिसमें से 447 हैक्टेयर के लिये कैटेगरी प. की पर्यावरण स्वीकृति लेने हेतु आवेदन किया जा चुका है। इसमें रामनगर (धंब), सिंचियों की ढाणी, बेरावास, बालोतरा विस्तार और खेमाबाबा नगर में लगभग 780 हैक्टेयर भूमि का आवंटन प्रस्तावित है। [209,564,374,652]
article-paragraph: 1989 के चुनावों में हार के बाद, उन्होंने 1991 के चुनाव में कोलकाता सदाब दिन सीट पर जोरदार वापसी की। इस सीट पर वे लगातार 20 साल तक, उनके मुकाबले में कोई नहीं टिका। [1055,1033,1184,1093]
story-is-baar [914,871,1184,1294]
article-paragraph: कोलकाता, 19 अप्रैल। पश्चिम बंगाल की मुख्यमंत्री ममता बनर्जी ने रविवार को प्रधानमंत्री नरेन्द्र मोदी पर निशाना साधा। उन्होंने कहा कि प्रधानमंत्री ने राष्ट्र के नाम संदेश की आड़ में भाजपा का चुनाव प्रचार किया है। [31,1836,221,1884]
article-paragraph: मुख्य सचिव श्री सुधांश पंत ने कहा कि राजस्थान पेट्रो जोन निवेशकों के लिए आकर्षण का केंद्र बनेगा तथा मारवाड़ क्षेत्र की तस्वीर बदल देगा। [564,595,730,631]
yellow-letter: Y [1501,1768,1511,1784]
magenta-dot-icon [44,2294,52,2302]
gangotri-quote-box [451,1379,599,1449]
article-paragraph: धार्मिक कार्यक्रमों के आयोजन पर भी उन्होंने कहा कि चुनाव के समय भाजपा को ही सारे आयोजन याद आते हैं। जनता सब समझती है और इस बार जवाब देगी। [234,1949,424,1985]
article-paragraph: झारखंड चुनाव को लेकर दिए एक बयान में उन्होंने कहा कि पार्टी कार्यकर्ता इस बार कुछ कर दिखाने को उत्साहित हैं। एक नए जोश के साथ संगठन मैदान में उतर चुका है। [640,1762,754,1822]
article-paragraph: देहरादून, 19 अप्रैल। उत्तराखंड के चार धामों में प्रसिद्ध गंगोत्री धाम और यमुनोत्री धाम के कपाट अक्षय तृतीया के पावन पर्व पर विधि-विधान, वैदिक मंत्रोच्चार और पारंपरिक पूजा-अर्चना के साथ श्रद्धालुओं के दर्शनार्थ खोल दिए गए। इसके साथ ही उत्तराखंड में चारधाम यात्रा का शुभारंभ हो गया। [287,1380,438,1467]
photo-banner [225,184,652,269]
yellow-square-icon [1432,2294,1441,2303]
article-paragraph: खड़गे ने सवाल किया कि महिला आरक्षण अधिनियम 2023 में संसद से पारित हो चुका है तो उसे अब तक लागू क्यों नहीं किया गया। उन्होंने कहा कि भाजपा को महिलाओं के सशक्तिकरण की नहीं, सिर्फ उनके वोटों की चिंता है। [1047,1933,1189,2005]
column-divider [886,1710,887,2195]
